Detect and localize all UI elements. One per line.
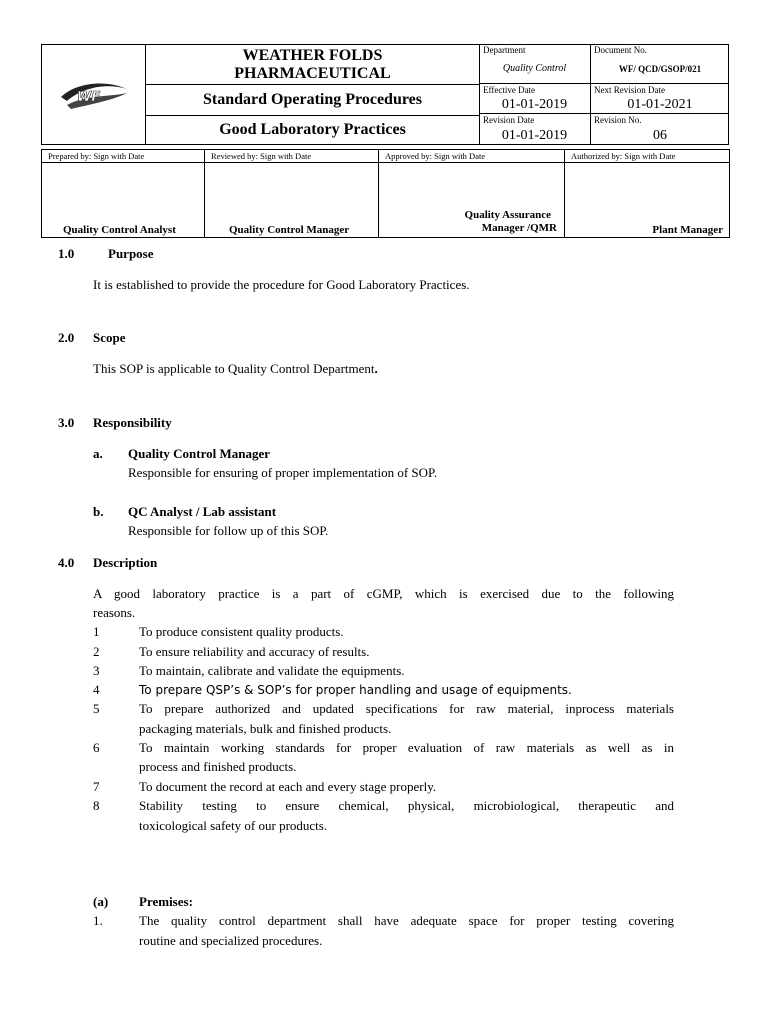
company-name (146, 45, 479, 84)
section-title-purpose: Purpose (108, 246, 154, 261)
scope-text (93, 361, 378, 377)
list-item-number: 2 (93, 644, 100, 659)
document-title: Good Laboratory Practices (219, 121, 406, 138)
responsibility-b-title: QC Analyst / Lab assistant (128, 504, 277, 519)
authorized-by-name: Plant Manager (652, 224, 723, 236)
next-revision-value: 01-01-2021 (627, 97, 693, 112)
scope-text-end: . (374, 361, 378, 376)
list-item-number: 5 (93, 701, 100, 716)
list-item-text: To document the record at each and every stage properly. (139, 779, 437, 794)
company-logo (42, 45, 145, 144)
approved-by-label: Approved by: Sign with Date (385, 151, 486, 161)
document-header-table (41, 44, 729, 145)
list-item-number: 4 (93, 682, 100, 697)
list-item-text-continued: process and finished products. (139, 759, 297, 774)
list-item-number: 8 (93, 798, 100, 813)
list-item-text: Stability testing to ensure chemical, physical, microbiological, therapeutic and (139, 798, 674, 813)
company-name-line1: WEATHER FOLDS (242, 46, 383, 64)
section-number-scope: 2.0 (58, 330, 75, 345)
premises-item-text-continued: routine and specialized procedures. (139, 933, 323, 948)
premises-letter: (a) (93, 894, 109, 909)
effective-date-label: Effective Date (483, 85, 536, 95)
list-item-text: To maintain, calibrate and validate the equipments. (139, 663, 405, 678)
list-item-number: 6 (93, 740, 100, 755)
responsibility-a-title: Quality Control Manager (128, 446, 271, 461)
document-no-value: WF/ QCD/GSOP/021 (618, 64, 702, 74)
premises-title: Premises: (139, 894, 193, 909)
list-item-text-continued: toxicological safety of our products. (139, 818, 328, 833)
wf-swoosh-logo-icon (57, 75, 131, 115)
section-title-scope: Scope (93, 330, 126, 345)
department-value: Quality Control (502, 63, 567, 74)
reviewed-by-name: Quality Control Manager (229, 224, 350, 236)
premises-item-text: The quality control department shall have adequate space for proper testing covering (139, 913, 674, 928)
document-no-label: Document No. (594, 45, 647, 55)
revision-no-label: Revision No. (594, 115, 642, 125)
section-number-description: 4.0 (58, 555, 75, 570)
list-item-text-continued: packaging materials, bulk and finished products. (139, 721, 392, 736)
responsibility-a-text: Responsible for ensuring of proper implementation of SOP. (128, 465, 438, 480)
approved-by-name-line1: Quality Assurance (464, 209, 551, 221)
section-number-responsibility: 3.0 (58, 415, 75, 430)
revision-no-value: 06 (653, 128, 667, 143)
reviewed-by-label: Reviewed by: Sign with Date (211, 151, 312, 161)
company-name-line2: PHARMACEUTICAL (234, 64, 391, 82)
revision-date-label: Revision Date (483, 115, 535, 125)
section-title-responsibility: Responsibility (93, 415, 172, 430)
description-intro-line1: A good laboratory practice is a part of cGMP, which is exercised due to the following (93, 586, 674, 601)
prepared-by-name: Quality Control Analyst (63, 224, 176, 236)
signoff-table (41, 149, 730, 238)
sop-title: Standard Operating Procedures (203, 91, 422, 108)
section-number-purpose: 1.0 (58, 246, 75, 261)
responsibility-a-letter: a. (93, 446, 103, 461)
approved-by-name (379, 209, 557, 235)
list-item-text: To produce consistent quality products. (139, 624, 344, 639)
purpose-text: It is established to provide the procedure for Good Laboratory Practices. (93, 277, 470, 292)
scope-text-body: This SOP is applicable to Quality Control Department (93, 361, 375, 376)
revision-date-value: 01-01-2019 (501, 128, 568, 143)
department-label: Department (483, 45, 526, 55)
premises-item-number: 1. (93, 913, 103, 928)
list-item-number: 1 (93, 624, 100, 639)
next-revision-label: Next Revision Date (594, 85, 665, 95)
effective-date-value: 01-01-2019 (501, 97, 568, 112)
authorized-by-label: Authorized by: Sign with Date (571, 151, 676, 161)
list-item-text: To prepare QSP’s & SOP’s for proper handling and usage of equipments. (139, 683, 572, 697)
svg-text:WF: WF (76, 89, 100, 105)
list-item-text: To ensure reliability and accuracy of results. (139, 644, 370, 659)
responsibility-b-text: Responsible for follow up of this SOP. (128, 523, 329, 538)
list-item-number: 3 (93, 663, 100, 678)
list-item-text: To prepare authorized and updated specifications for raw material, inprocess materials (139, 701, 674, 716)
description-intro-line2: reasons. (93, 605, 136, 620)
list-item-number: 7 (93, 779, 100, 794)
list-item-text: To maintain working standards for proper evaluation of raw materials as well as in (139, 740, 674, 755)
approved-by-name-line2: Manager /QMR (481, 222, 557, 234)
prepared-by-label: Prepared by: Sign with Date (48, 151, 145, 161)
section-title-description: Description (93, 555, 158, 570)
responsibility-b-letter: b. (93, 504, 104, 519)
